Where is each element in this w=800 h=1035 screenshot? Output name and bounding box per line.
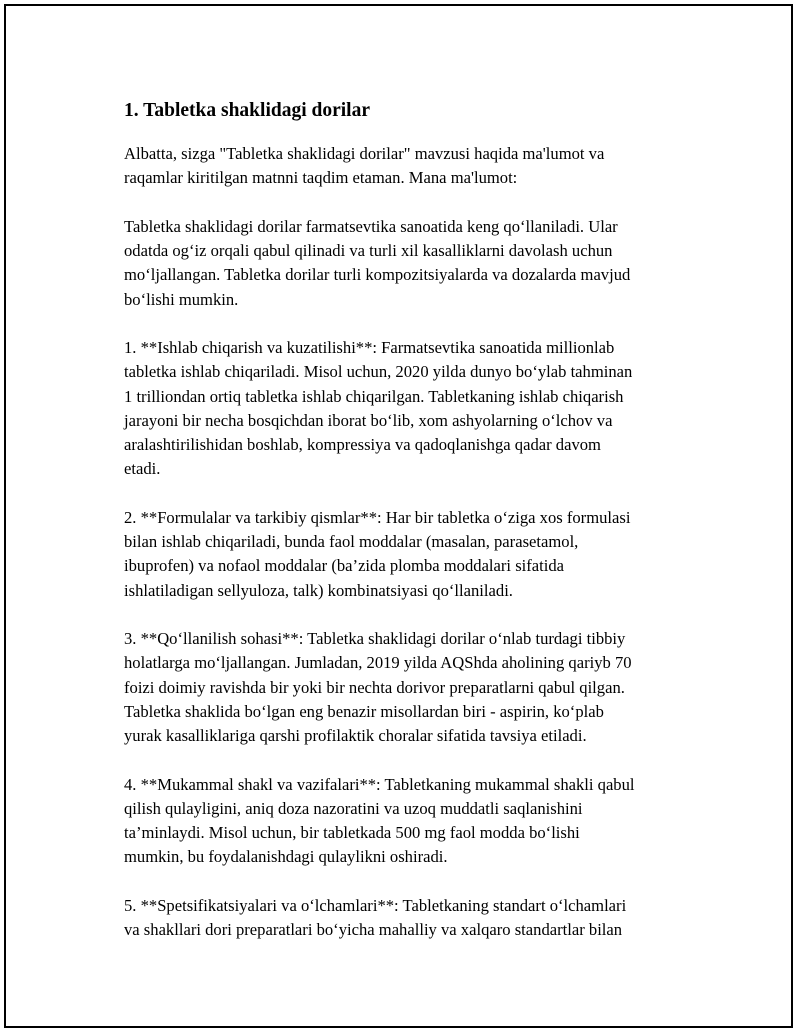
text-line: Tabletka shaklidagi dorilar farmatsevtika sanoatida keng qo‘llaniladi. Ular: [124, 216, 618, 236]
text-line: ibuprofen) va nofaol moddalar (ba’zida plomba moddalari sifatida: [124, 556, 565, 576]
text-line: 5. **Spetsifikatsiyalari va o‘lchamlari**: Tabletkaning standart o‘lchamlari: [124, 896, 627, 916]
text-line: 3. **Qo‘llanilish sohasi**: Tabletka shaklidagi dorilar o‘nlab turdagi tibbiy: [124, 629, 626, 649]
paragraph-item-3: [124, 627, 714, 748]
paragraph-item-1: [124, 336, 714, 481]
paragraph-intro: [124, 142, 714, 190]
text-line: qilish qulayligini, aniq doza nazoratini va uzoq muddatli saqlanishini: [124, 798, 583, 818]
text-line: holatlarga mo‘ljallangan. Jumladan, 2019 yilda AQShda aholining qariyb 70: [124, 653, 632, 673]
text-line: 4. **Mukammal shakl va vazifalari**: Tabletkaning mukammal shakli qabul: [124, 774, 635, 794]
text-line: ta’minlaydi. Misol uchun, bir tabletkada 500 mg faol modda bo‘lishi: [124, 823, 580, 843]
text-line: 1 trilliondan ortiq tabletka ishlab chiqarilgan. Tabletkaning ishlab chiqarish: [124, 386, 624, 406]
text-line: tabletka ishlab chiqariladi. Misol uchun, 2020 yilda dunyo bo‘ylab tahminan: [124, 362, 633, 382]
paragraph-item-2: [124, 506, 714, 603]
text-line: jarayoni bir necha bosqichdan iborat bo‘lib, xom ashyolarning o‘lchov va: [124, 410, 613, 430]
text-line: bilan ishlab chiqariladi, bunda faol moddalar (masalan, parasetamol,: [124, 532, 579, 552]
text-line: odatda og‘iz orqali qabul qilinadi va turli xil kasalliklarni davolash uchun: [124, 241, 613, 261]
text-line: Tabletka shaklida bo‘lgan eng benazir misollardan biri - aspirin, ko‘plab: [124, 701, 604, 721]
text-line: mo‘ljallangan. Tabletka dorilar turli kompozitsiyalarda va dozalarda mavjud: [124, 265, 631, 285]
paragraph-item-5: [124, 894, 714, 942]
text-line: bo‘lishi mumkin.: [124, 289, 239, 309]
paragraph-item-4: [124, 773, 714, 870]
text-line: aralashtirilishidan boshlab, kompressiya va qadoqlanishga qadar davom: [124, 435, 601, 455]
text-line: raqamlar kiritilgan matnni taqdim etaman. Mana ma'lumot:: [124, 168, 518, 188]
text-line: etadi.: [124, 459, 161, 479]
page-frame: [4, 4, 793, 1028]
text-line: mumkin, bu foydalanishdagi qulaylikni oshiradi.: [124, 847, 448, 867]
document-title: 1. Tabletka shaklidagi dorilar: [124, 100, 370, 121]
text-line: va shakllari dori preparatlari bo‘yicha mahalliy va xalqaro standartlar bilan: [124, 920, 623, 940]
text-line: 1. **Ishlab chiqarish va kuzatilishi**: Farmatsevtika sanoatida millionlab: [124, 338, 615, 358]
text-line: Albatta, sizga "Tabletka shaklidagi dorilar" mavzusi haqida ma'lumot va: [124, 144, 605, 163]
document-body: [124, 96, 714, 967]
paragraph-overview: [124, 215, 714, 312]
text-line: 2. **Formulalar va tarkibiy qismlar**: Har bir tabletka o‘ziga xos formulasi: [124, 507, 631, 527]
text-line: yurak kasalliklariga qarshi profilaktik choralar sifatida tavsiya etiladi.: [124, 726, 587, 746]
text-line: ishlatiladigan sellyuloza, talk) kombinatsiyasi qo‘llaniladi.: [124, 580, 513, 600]
text-line: foizi doimiy ravishda bir yoki bir nechta dorivor preparatlarni qabul qilgan.: [124, 677, 625, 697]
